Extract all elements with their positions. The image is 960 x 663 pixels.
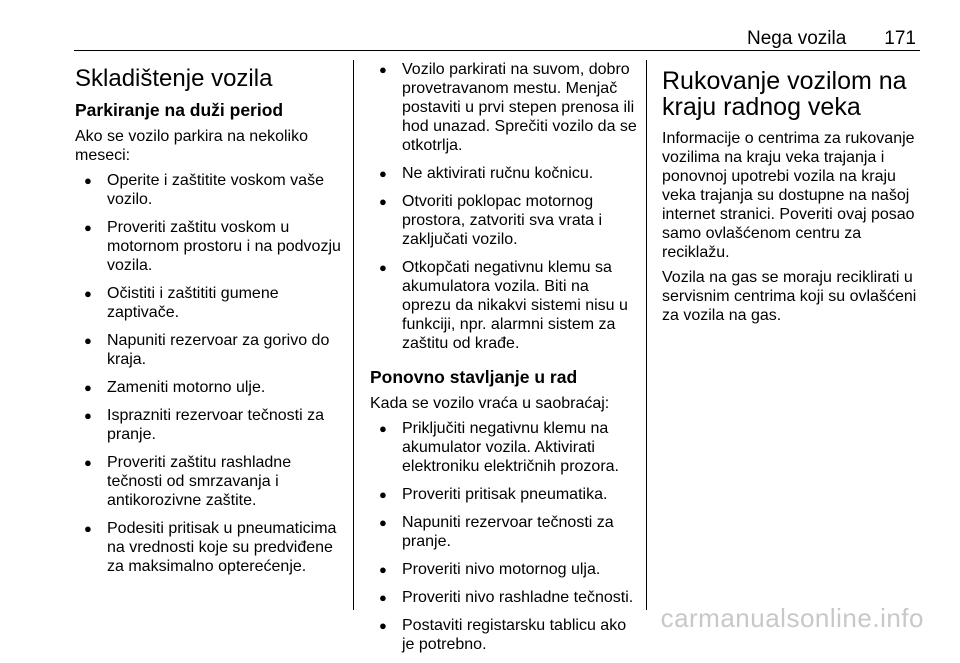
list-item: [370, 513, 638, 551]
bullet-icon: ●: [84, 408, 92, 424]
column-divider-2: [646, 60, 647, 610]
list-item: [75, 218, 343, 275]
column-3: [662, 60, 932, 331]
bullet-icon: ●: [379, 194, 387, 209]
intro-text: Ako se vozilo parkira na nekoliko meseci:: [75, 128, 309, 165]
bullet-icon: ●: [379, 590, 387, 605]
subheading-long-parking: Parkiranje na duži period: [75, 100, 284, 121]
bullet-icon: ●: [84, 380, 92, 396]
list-item-text: Priključiti negativnu klemu na akumulator vozila. Aktivirati elektroniku električnih prozora.: [402, 420, 619, 475]
bullet-icon: ●: [379, 562, 387, 577]
column-divider-1: [353, 60, 354, 610]
bullet-list: [75, 171, 343, 576]
list-item: [75, 406, 343, 444]
list-item: [370, 258, 638, 353]
list-item-text: Ne aktivirati ručnu kočnicu.: [402, 165, 594, 182]
list-item: [370, 616, 638, 654]
list-item: [75, 284, 343, 322]
list-item-text: Otvoriti poklopac motornog prostora, zatvoriti sva vrata i zaključati vozilo.: [402, 193, 603, 248]
list-item-text: Proveriti nivo rashladne tečnosti.: [402, 589, 634, 606]
list-item-text: Operite i zaštitite voskom vaše vozilo.: [107, 172, 324, 209]
page-number: 171: [884, 28, 916, 49]
list-item-text: Postaviti registarsku tablicu ako je potrebno.: [402, 617, 627, 653]
bullet-list: [370, 419, 638, 654]
intro-text: Kada se vozilo vraća u saobraćaj:: [370, 395, 610, 412]
list-item-text: Podesiti pritisak u pneumaticima na vrednosti koje su predviđene za maksimalno opterećenje.: [107, 520, 337, 576]
column-1: [75, 60, 343, 585]
list-item-text: Proveriti pritisak pneumatika.: [402, 486, 608, 503]
list-item: [370, 588, 638, 607]
bullet-icon: ●: [84, 220, 92, 236]
list-item: [75, 453, 343, 510]
list-item-text: Isprazniti rezervoar tečnosti za pranje.: [107, 407, 324, 444]
list-item: [75, 519, 343, 576]
bullet-list: [370, 60, 638, 353]
list-item: [370, 560, 638, 579]
bullet-icon: ●: [84, 455, 92, 471]
section-heading-storage: Skladištenje vozila: [75, 65, 273, 92]
bullet-icon: ●: [379, 260, 387, 275]
bullet-icon: ●: [379, 515, 387, 530]
bullet-icon: ●: [379, 618, 387, 633]
bullet-icon: ●: [84, 333, 92, 349]
list-item-text: Napuniti rezervoar za gorivo do kraja.: [107, 332, 330, 369]
list-item: [75, 378, 343, 397]
header-rule: [74, 50, 920, 51]
list-item-text: Otkopčati negativnu klemu sa akumulatora vozila. Biti na oprezu da nikakvi sistemi nisu u funkciji, npr. alarmni sistem za zaštitu od krađe.: [402, 259, 628, 352]
list-item-text: Zameniti motorno ulje.: [107, 379, 266, 397]
list-item: [370, 60, 638, 155]
paragraph: Informacije o centrima za rukovanje vozilima na kraju veka trajanja i ponovnoj upotrebi vozila na kraju veka trajanja su dostupne na našoj internet stranici. Poveriti ovaj posao samo ovlašćenom centru za reciklažu.: [662, 129, 915, 261]
list-item-text: Proveriti zaštitu voskom u motornom prostoru i na podvozju vozila.: [107, 219, 341, 275]
section-heading-end-of-life: Rukovanje vozilom na kraju radnog veka: [662, 67, 907, 122]
list-item-text: Vozilo parkirati na suvom, dobro provetravanom mestu. Menjač postaviti u prvi stepen prenosa ili hod unazad. Sprečiti vozilo da se otkotrlja.: [402, 61, 637, 154]
page-header: [747, 28, 916, 50]
list-item: [75, 331, 343, 369]
subheading-recommissioning: Ponovno stavljanje u rad: [370, 367, 578, 387]
bullet-icon: ●: [84, 521, 92, 537]
paragraph: Vozila na gas se moraju reciklirati u servisnim centrima koji su ovlašćeni za vozila na gas.: [662, 268, 917, 324]
bullet-icon: ●: [84, 286, 92, 302]
list-item: [370, 419, 638, 476]
column-2: [370, 60, 638, 663]
list-item: [370, 485, 638, 504]
watermark: carmanualsonline.info: [660, 603, 924, 633]
list-item-text: Proveriti nivo motornog ulja.: [402, 561, 601, 578]
header-title: Nega vozila: [747, 28, 847, 49]
list-item: [75, 171, 343, 209]
list-item: [370, 164, 638, 183]
bullet-icon: ●: [379, 62, 387, 77]
bullet-icon: ●: [379, 421, 387, 436]
list-item-text: Očistiti i zaštititi gumene zaptivače.: [107, 285, 279, 322]
bullet-icon: ●: [379, 166, 387, 181]
list-item-text: Proveriti zaštitu rashladne tečnosti od smrzavanja i antikorozivne zaštite.: [107, 454, 292, 510]
list-item: [370, 192, 638, 249]
bullet-icon: ●: [379, 487, 387, 502]
bullet-icon: ●: [84, 173, 92, 189]
list-item-text: Napuniti rezervoar tečnosti za pranje.: [402, 514, 614, 550]
